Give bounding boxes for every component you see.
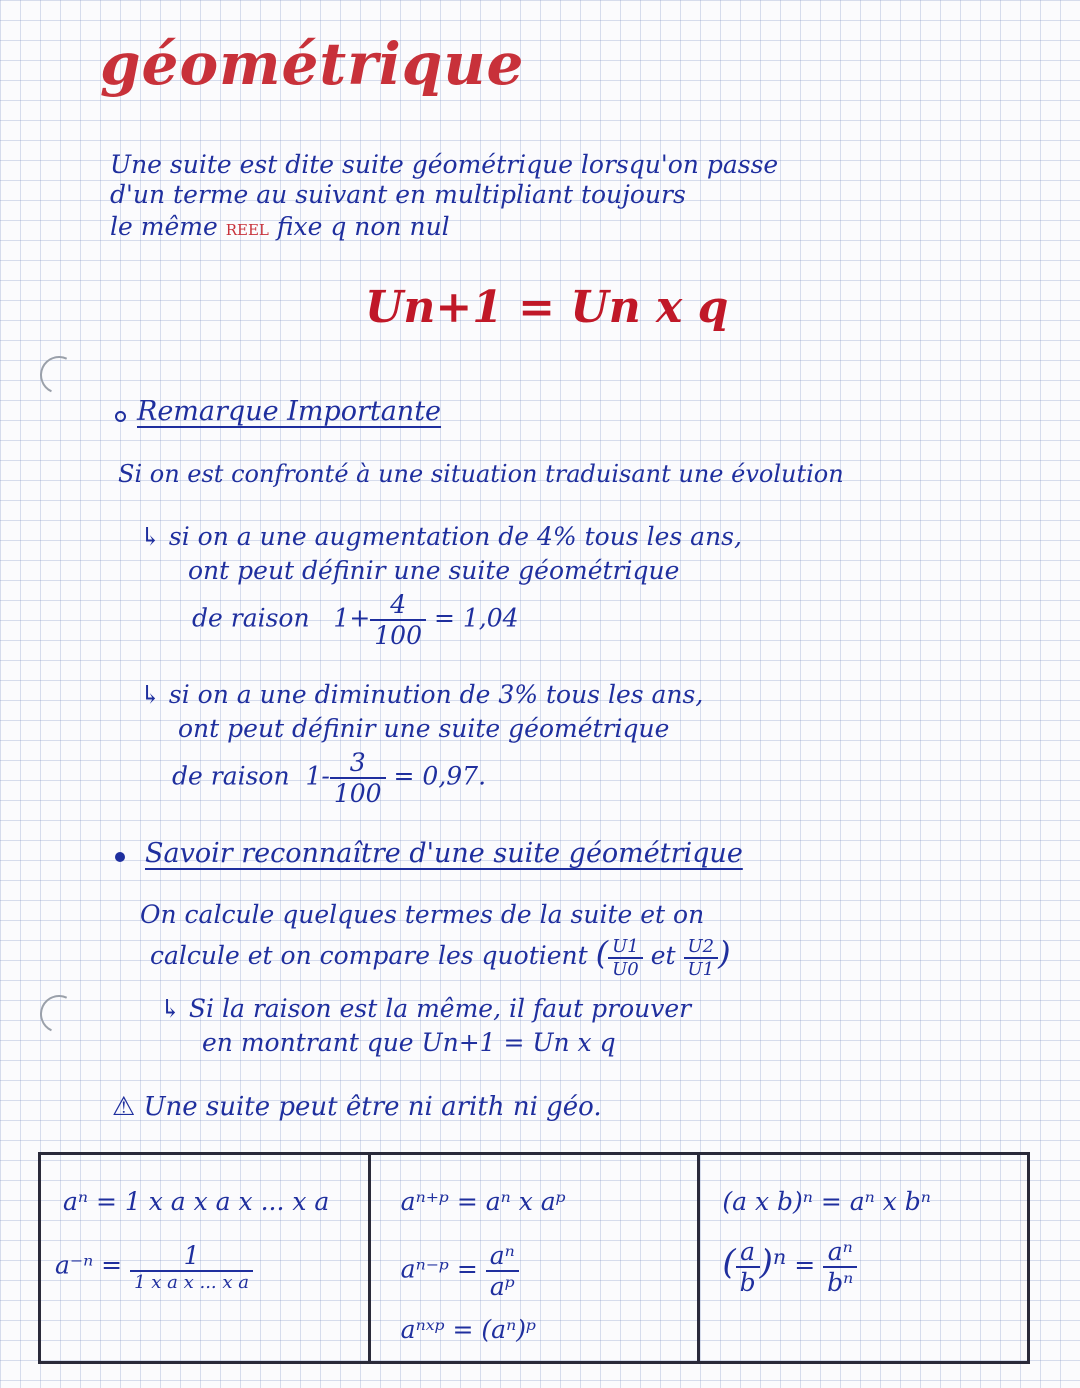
warning-line xyxy=(112,1092,602,1122)
bullet-remarque xyxy=(115,411,126,422)
negative-power xyxy=(55,1241,253,1293)
quotient-1-den: U0 xyxy=(612,958,639,980)
definition-line-3-post: fixe q non nul xyxy=(276,212,450,241)
quotient-2 xyxy=(684,936,719,980)
case2-result: = 0,97. xyxy=(393,761,487,791)
case1-line-1-text: si on a une augmentation de 4% tous les ans, xyxy=(168,522,742,551)
binder-hole-top xyxy=(35,351,84,400)
savoir-line-3-text: Si la raison est la même, il faut prouver xyxy=(188,994,692,1023)
definition-line-1: Une suite est dite suite géométrique lorsqu'on passe xyxy=(110,150,779,179)
savoir-line-2 xyxy=(150,934,731,980)
case2-fraction xyxy=(330,748,386,808)
quotient-result-den: bⁿ xyxy=(827,1268,854,1297)
warning-triangle-icon: ⚠ xyxy=(112,1092,136,1122)
savoir-line-4: en montrant que Un+1 = Un x q xyxy=(202,1028,616,1057)
quotient-1-num: U1 xyxy=(608,936,643,959)
quotient-base xyxy=(736,1237,760,1297)
definition-line-2: d'un terme au suivant en multipliant toujours xyxy=(110,180,686,209)
definition-line-3 xyxy=(110,212,450,241)
quotient-paren-open: ( xyxy=(722,1242,736,1283)
definition-abbr: REEL xyxy=(225,221,269,239)
negative-power-fraction xyxy=(130,1241,253,1293)
negative-power-den: 1 x a x ... x a xyxy=(134,1272,249,1293)
case1-label: de raison xyxy=(192,603,310,633)
table-column-3 xyxy=(700,1155,1027,1361)
quotient-result xyxy=(823,1237,857,1297)
case2-label: de raison xyxy=(172,761,290,791)
quotient-exponent: n xyxy=(772,1245,787,1270)
savoir-line-2-text: calcule et on compare les quotient xyxy=(150,941,588,970)
case1-num: 4 xyxy=(370,590,426,621)
case1-line-2: ont peut définir une suite géométrique xyxy=(188,556,680,585)
arrow-icon: ↳ xyxy=(160,994,181,1023)
definition-line-3-pre: le même xyxy=(110,212,218,241)
case2-num: 3 xyxy=(330,748,386,779)
case1-line-1 xyxy=(140,522,742,551)
table-column-1 xyxy=(41,1155,371,1361)
savoir-heading: Savoir reconnaître d'une suite géométrique xyxy=(145,838,743,869)
case2-expr-pre: 1- xyxy=(305,761,330,791)
remarque-heading: Remarque Importante xyxy=(137,396,442,427)
quotient-1 xyxy=(608,936,643,980)
case1-result: = 1,04 xyxy=(433,603,519,633)
difference-fraction xyxy=(486,1241,519,1301)
case1-expr-pre: 1+ xyxy=(333,603,371,633)
product-power: (a x b)ⁿ = aⁿ x bⁿ xyxy=(722,1187,931,1216)
savoir-line-1: On calcule quelques termes de la suite et on xyxy=(140,900,705,929)
paren-close: ) xyxy=(718,934,731,972)
arrow-icon: ↳ xyxy=(140,522,161,551)
quotient-power xyxy=(722,1237,857,1297)
arrow-icon: ↳ xyxy=(140,680,161,709)
quotient-and: et xyxy=(650,941,676,970)
case1-fraction xyxy=(370,590,426,650)
case2-raison xyxy=(172,748,486,808)
negative-power-num: 1 xyxy=(130,1241,253,1272)
paren-open: ( xyxy=(595,934,609,972)
case1-den: 100 xyxy=(374,621,422,650)
power-definition: aⁿ = 1 x a x a x ... x a xyxy=(63,1187,330,1216)
product-exponent: aⁿˣᵖ = (aⁿ)ᵖ xyxy=(400,1315,536,1344)
quotient-2-num: U2 xyxy=(684,936,719,959)
difference-num: aⁿ xyxy=(486,1241,519,1272)
bullet-savoir xyxy=(115,852,125,862)
case2-line-2: ont peut définir une suite géométrique xyxy=(178,714,670,743)
quotient-equals: = xyxy=(794,1250,816,1280)
sum-exponent: aⁿ⁺ᵖ = aⁿ x aᵖ xyxy=(400,1187,566,1216)
savoir-line-3 xyxy=(160,994,691,1023)
difference-lhs: aⁿ⁻ᵖ = xyxy=(400,1254,478,1284)
quotient-base-num: a xyxy=(736,1237,760,1268)
page-title: géométrique xyxy=(100,30,525,98)
recurrence-formula: Un+1 = Un x q xyxy=(365,282,729,333)
case1-raison xyxy=(192,590,519,650)
remarque-intro: Si on est confronté à une situation traduisant une évolution xyxy=(118,460,844,488)
difference-exponent xyxy=(401,1241,519,1301)
case2-line-1 xyxy=(140,680,703,709)
quotient-base-den: b xyxy=(739,1268,756,1297)
binder-hole-bottom xyxy=(35,990,84,1039)
warning-text: Une suite peut être ni arith ni géo. xyxy=(143,1092,602,1122)
exponent-properties-table xyxy=(38,1152,1030,1364)
table-column-2 xyxy=(371,1155,701,1361)
difference-den: aᵖ xyxy=(489,1272,515,1301)
negative-power-lhs: a⁻ⁿ = xyxy=(55,1250,123,1280)
quotient-result-num: aⁿ xyxy=(823,1237,857,1268)
case2-line-1-text: si on a une diminution de 3% tous les ans, xyxy=(168,680,704,709)
case2-den: 100 xyxy=(333,779,382,808)
quotient-paren-close: ) xyxy=(759,1242,773,1283)
quotient-2-den: U1 xyxy=(687,958,715,980)
